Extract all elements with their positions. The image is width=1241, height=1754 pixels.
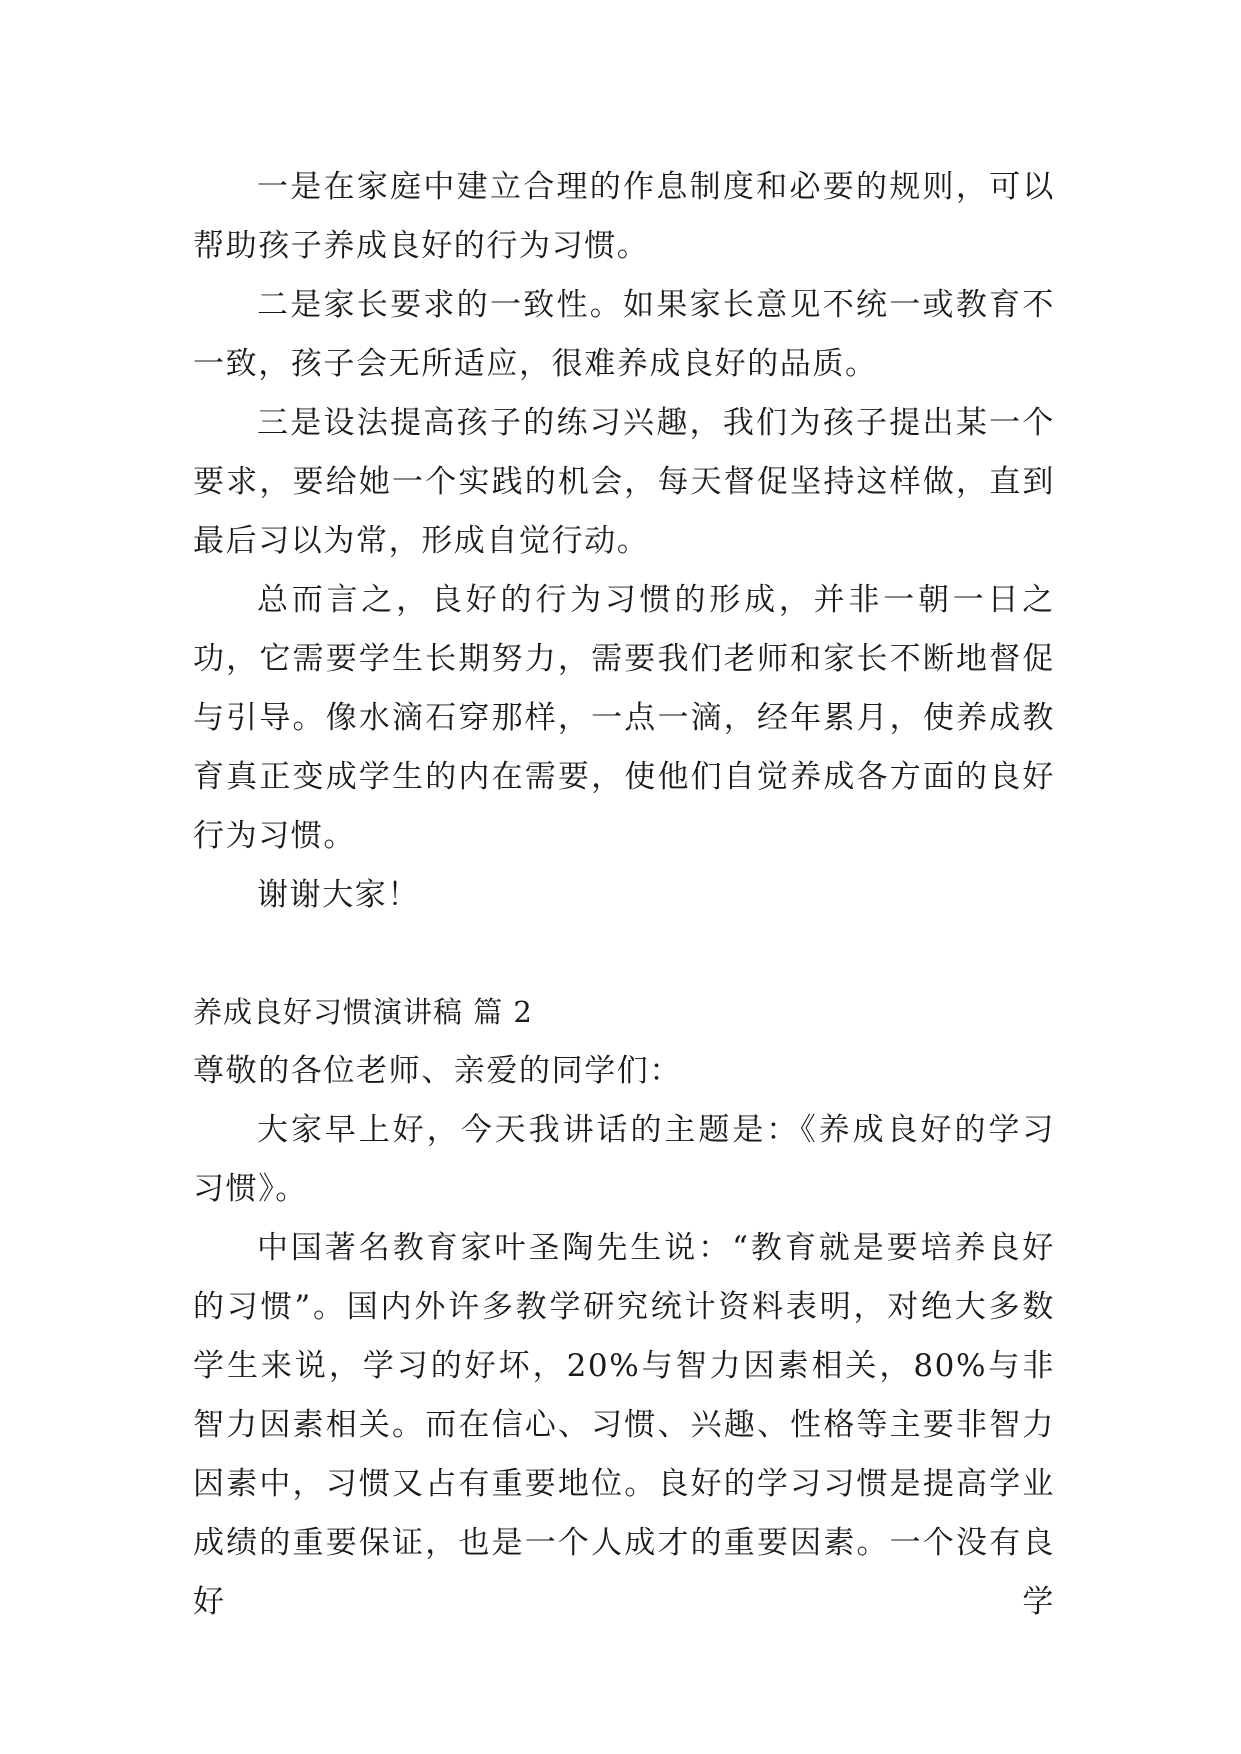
paragraph-parent-consistency: 二是家长要求的一致性。如果家长意见不统一或教育不一致，孩子会无所适应，很难养成良好的品质。 bbox=[193, 287, 1055, 382]
section-spacer bbox=[193, 925, 1055, 983]
paragraph-thanks: 谢谢大家！ bbox=[257, 877, 420, 913]
section-title: 养成良好习惯演讲稿 篇 2 bbox=[193, 995, 533, 1029]
document-page bbox=[193, 158, 1055, 1632]
paragraph-family-rules: 一是在家庭中建立合理的作息制度和必要的规则，可以帮助孩子养成良好的行为习惯。 bbox=[193, 169, 1055, 264]
paragraph-conclusion: 总而言之，良好的行为习惯的形成，并非一朝一日之功，它需要学生长期努力，需要我们老师和家长不断地督促与引导。像水滴石穿那样，一点一滴，经年累月，使养成教育真正变成学生的内在需要，使他们自觉养成各方面的良好行为习惯。 bbox=[193, 582, 1055, 854]
salutation: 尊敬的各位老师、亲爱的同学们： bbox=[193, 1053, 682, 1089]
paragraph-greeting-topic: 大家早上好，今天我讲话的主题是：《养成良好的学习习惯》。 bbox=[193, 1112, 1055, 1207]
paragraph-habit-importance: 中国著名教育家叶圣陶先生说：“教育就是要培养良好的习惯”。国内外许多教学研究统计资料表明，对绝大多数学生来说，学习的好坏，20%与智力因素相关，80%与非智力因素相关。而在信心、习惯、兴趣、性格等主要非智力因素中，习惯又占有重要地位。良好的学习习惯是提高学业成绩的重要保证，也是一个人成才的重要因素。一个没有良好学 bbox=[193, 1230, 1055, 1620]
paragraph-practice-interest: 三是设法提高孩子的练习兴趣，我们为孩子提出某一个要求，要给她一个实践的机会，每天督促坚持这样做，直到最后习以为常，形成自觉行动。 bbox=[193, 405, 1055, 559]
